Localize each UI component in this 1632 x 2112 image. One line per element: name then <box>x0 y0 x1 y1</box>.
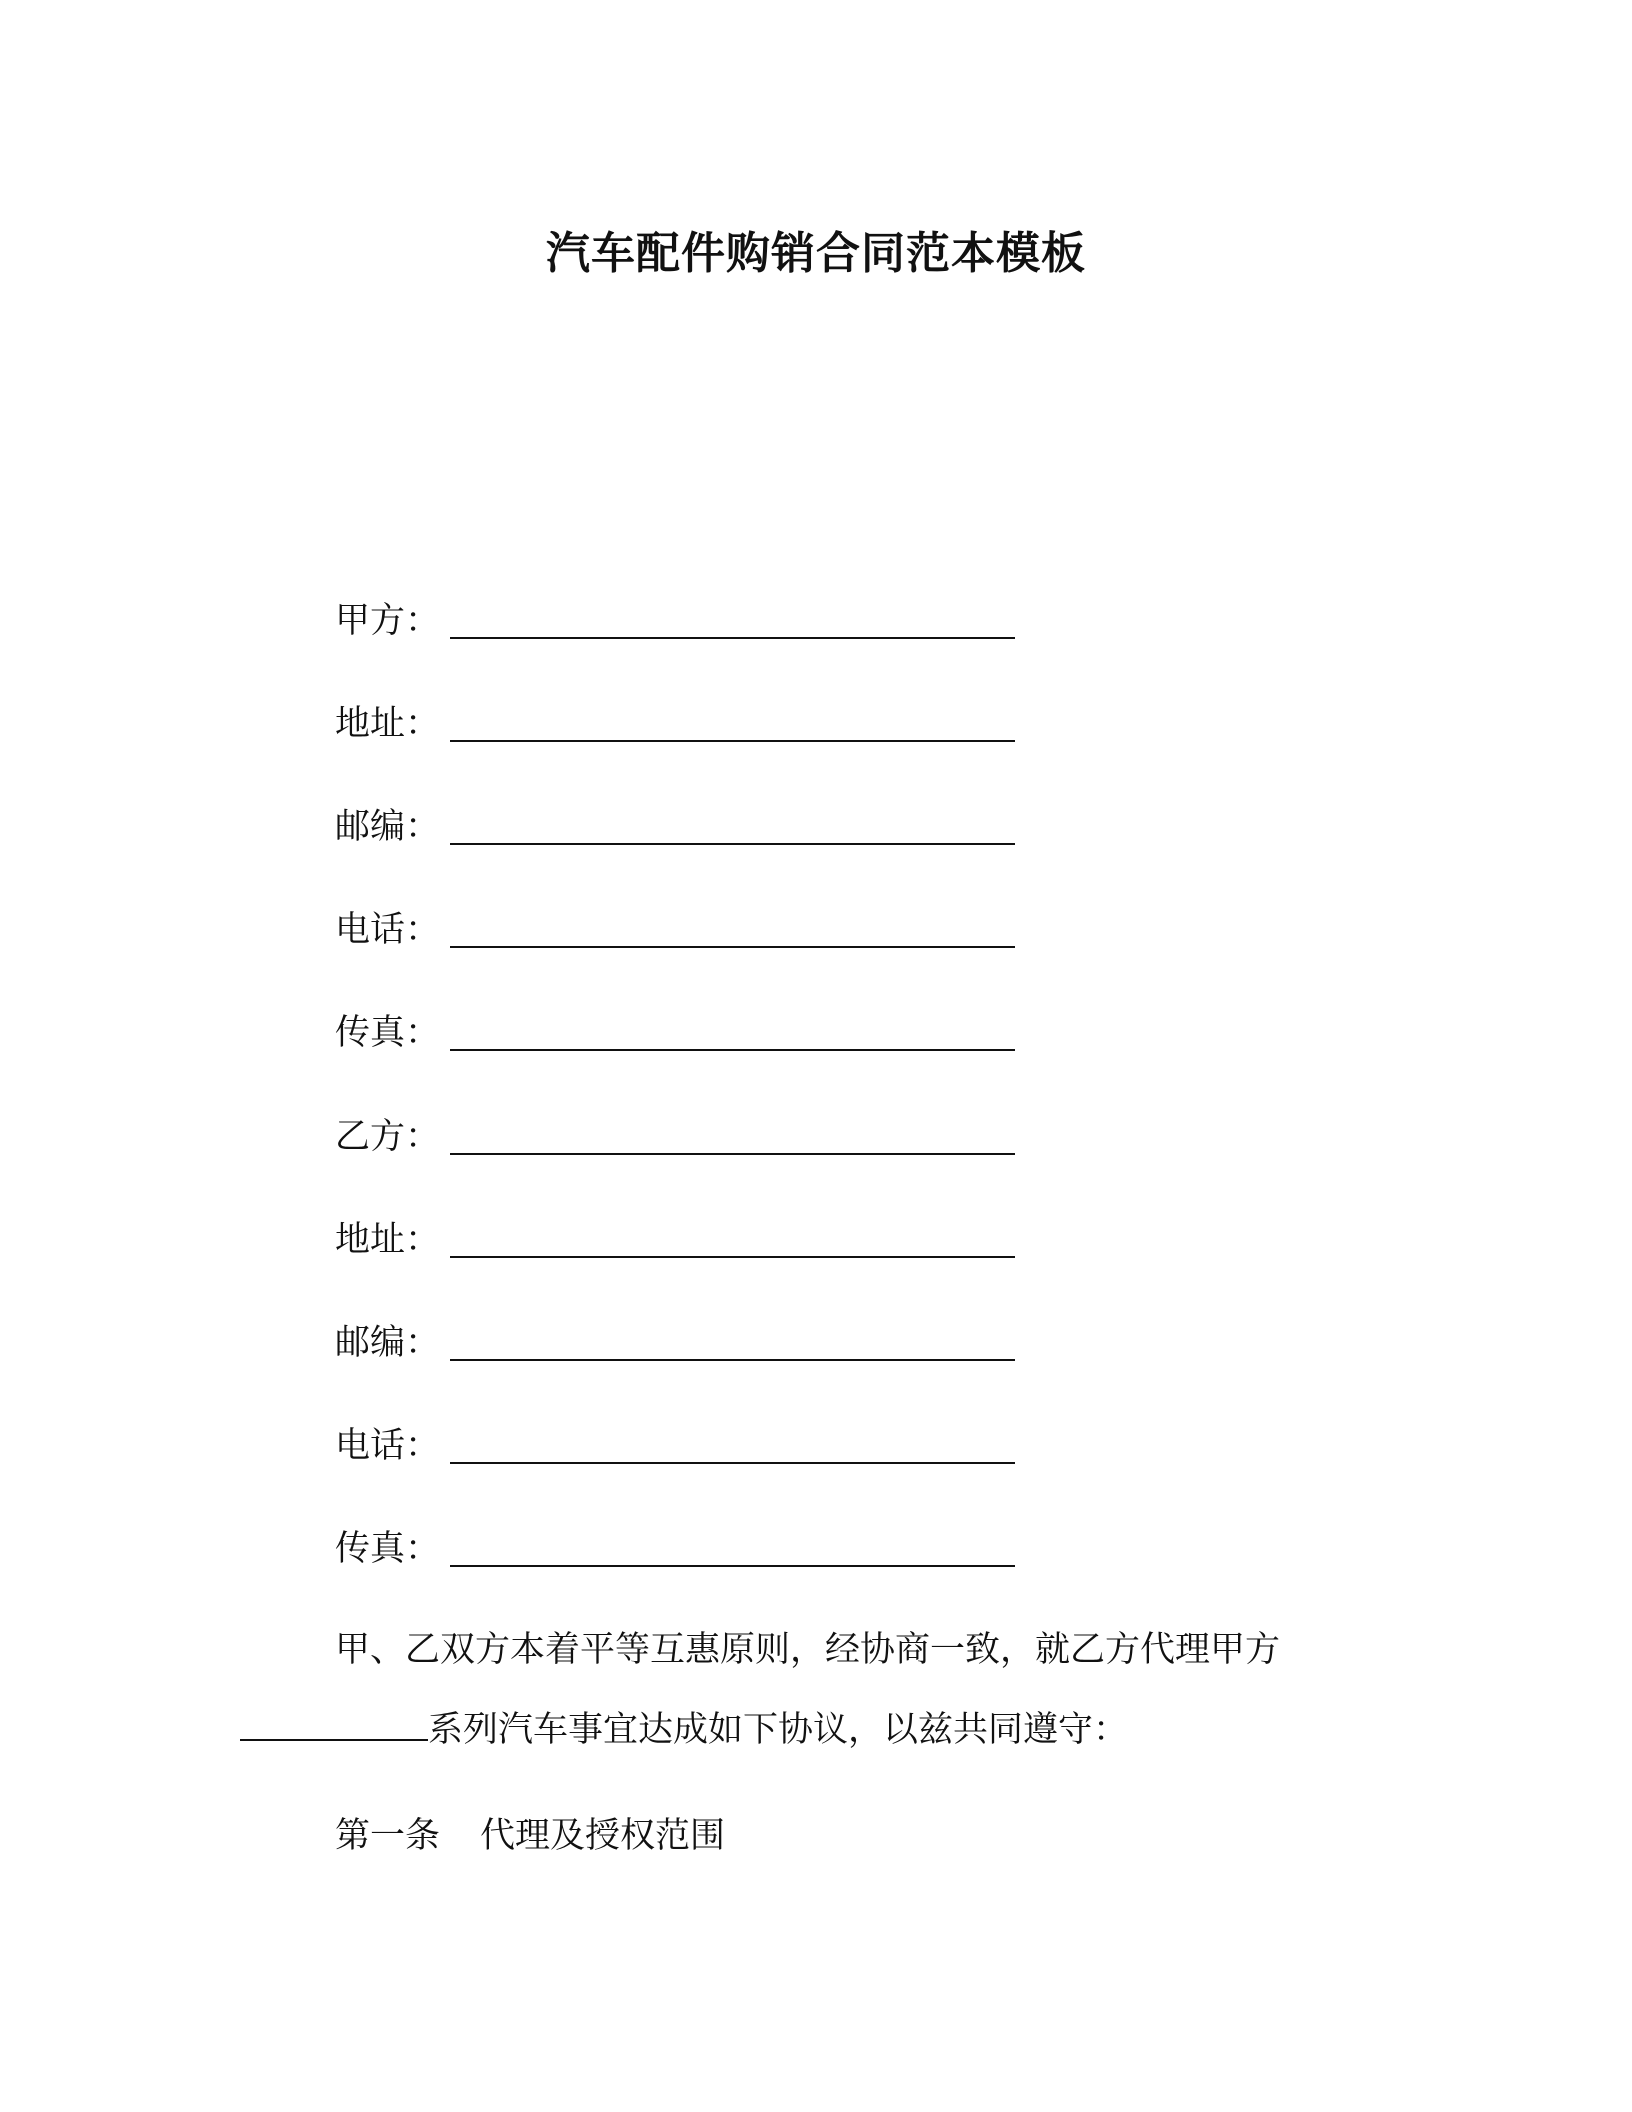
party-b-address-label: 地址： <box>335 1220 441 1260</box>
party-a-phone-blank[interactable] <box>450 936 1015 948</box>
article-1-number: 第一条 <box>335 1816 441 1856</box>
party-a-fax-field <box>335 1009 1015 1057</box>
party-b-postcode-field <box>335 1319 1015 1367</box>
article-1-heading <box>335 1812 725 1860</box>
party-a-phone-field <box>335 906 1015 954</box>
party-b-postcode-label: 邮编： <box>335 1323 441 1363</box>
party-b-fax-field <box>335 1525 1015 1573</box>
article-1-title: 代理及授权范围 <box>480 1816 726 1856</box>
document-title: 汽车配件购销合同范本模板 <box>546 228 1086 279</box>
party-a-address-blank[interactable] <box>450 730 1015 742</box>
party-a-phone-label: 电话： <box>335 910 441 950</box>
party-a-address-label: 地址： <box>335 704 441 744</box>
party-b-fax-blank[interactable] <box>450 1555 1015 1567</box>
party-a-address-field <box>335 700 1015 748</box>
party-a-name-blank[interactable] <box>450 627 1015 639</box>
party-a-fax-blank[interactable] <box>450 1039 1015 1051</box>
party-a-fax-label: 传真： <box>335 1013 441 1053</box>
party-b-postcode-blank[interactable] <box>450 1349 1015 1361</box>
preamble-line-2-text: 系列汽车事宜达成如下协议，以兹共同遵守： <box>428 1710 1129 1750</box>
party-b-phone-label: 电话： <box>335 1426 441 1466</box>
party-b-phone-field <box>335 1422 1015 1470</box>
party-a-name-field <box>335 597 1015 645</box>
party-a-postcode-label: 邮编： <box>335 807 441 847</box>
party-b-name-field <box>335 1113 1015 1161</box>
party-b-address-blank[interactable] <box>450 1246 1015 1258</box>
party-a-postcode-field <box>335 803 1015 851</box>
party-b-name-label: 乙方： <box>335 1117 441 1157</box>
party-a-postcode-blank[interactable] <box>450 833 1015 845</box>
party-b-name-blank[interactable] <box>450 1143 1015 1155</box>
party-a-name-label: 甲方： <box>335 601 441 641</box>
preamble-line-1: 甲、乙双方本着平等互惠原则，经协商一致，就乙方代理甲方 <box>335 1630 1281 1670</box>
party-b-fax-label: 传真： <box>335 1529 441 1569</box>
party-b-phone-blank[interactable] <box>450 1452 1015 1464</box>
series-name-blank[interactable] <box>240 1729 428 1741</box>
preamble-line-2 <box>240 1706 1128 1754</box>
party-b-address-field <box>335 1216 1015 1264</box>
